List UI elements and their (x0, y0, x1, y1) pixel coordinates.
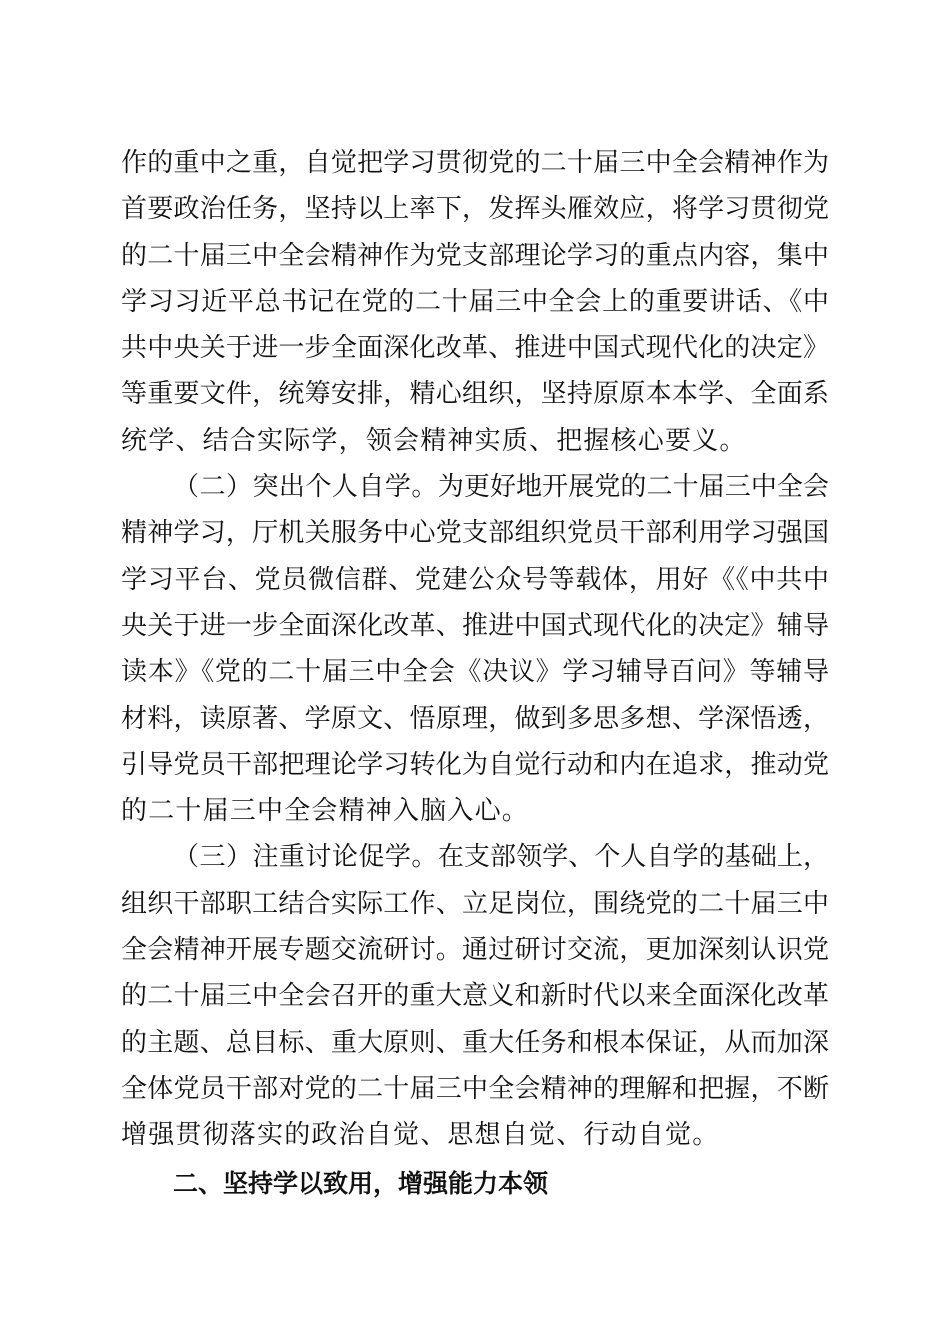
text-line: 学习平台、党员微信群、党建公众号等载体，用好《《中共中 (121, 564, 829, 595)
text-line: 等重要文件，统筹安排，精心组织，坚持原原本本学、全面系 (121, 379, 829, 410)
text-line: 全会精神开展专题交流研讨。通过研讨交流，更加深刻认识党 (121, 935, 829, 966)
paragraph-first-line (121, 464, 829, 510)
text-line: 作的重中之重，自觉把学习贯彻党的二十届三中全会精神作为 (121, 148, 829, 178)
paragraph-lead: （二）突出个人自学。 (173, 472, 438, 503)
paragraph-first-line-text: 为更好地开展党的二十届三中全会 (437, 472, 829, 503)
text-line: 全体党员干部对党的二十届三中全会精神的理解和把握，不断 (121, 1073, 829, 1104)
text-line: 的二十届三中全会召开的重大意义和新时代以来全面深化改革 (121, 981, 829, 1012)
text-line: 学习习近平总书记在党的二十届三中全会上的重要讲话、《中 (121, 286, 829, 317)
paragraph-2 (121, 464, 829, 834)
paragraph-first-line-text: 在支部领学、个人自学的基础上， (437, 842, 829, 873)
text-line: 读本》《党的二十届三中全会《决议》学习辅导百问》等辅导 (121, 657, 829, 688)
text-line: 央关于进一步全面深化改革、推进中国式现代化的决定》辅导 (121, 610, 829, 641)
text-line: 的主题、总目标、重大原则、重大任务和根本保证，从而加深 (121, 1027, 829, 1058)
text-line: 材料，读原著、学原文、悟原理，做到多思多想、学深悟透， (121, 703, 829, 734)
paragraph-lead: （三）注重讨论促学。 (173, 842, 438, 873)
text-line: 统学、结合实际学，领会精神实质、把握核心要义。 (121, 425, 747, 456)
paragraph-first-line (121, 834, 829, 880)
text-line: 精神学习，厅机关服务中心党支部组织党员干部利用学习强国 (121, 518, 829, 549)
text-line: 引导党员干部把理论学习转化为自觉行动和内在追求，推动党 (121, 749, 829, 780)
text-line: 的二十届三中全会精神作为党支部理论学习的重点内容，集中 (121, 240, 829, 271)
text-line: 首要政治任务，坚持以上率下，发挥头雁效应，将学习贯彻党 (121, 194, 829, 225)
document-page (121, 140, 829, 1207)
paragraph-3 (121, 834, 829, 1158)
text-line: 增强贯彻落实的政治自觉、思想自觉、行动自觉。 (121, 1120, 720, 1151)
text-line: 组织干部职工结合实际工作、立足岗位，围绕党的二十届三中 (121, 888, 829, 919)
text-line: 的二十届三中全会精神入脑入心。 (121, 796, 530, 827)
text-line: 共中央关于进一步全面深化改革、推进中国式现代化的决定》 (121, 333, 829, 364)
paragraph-1 (121, 140, 829, 464)
section-heading: 二、坚持学以致用，增强能力本领 (173, 1168, 549, 1198)
